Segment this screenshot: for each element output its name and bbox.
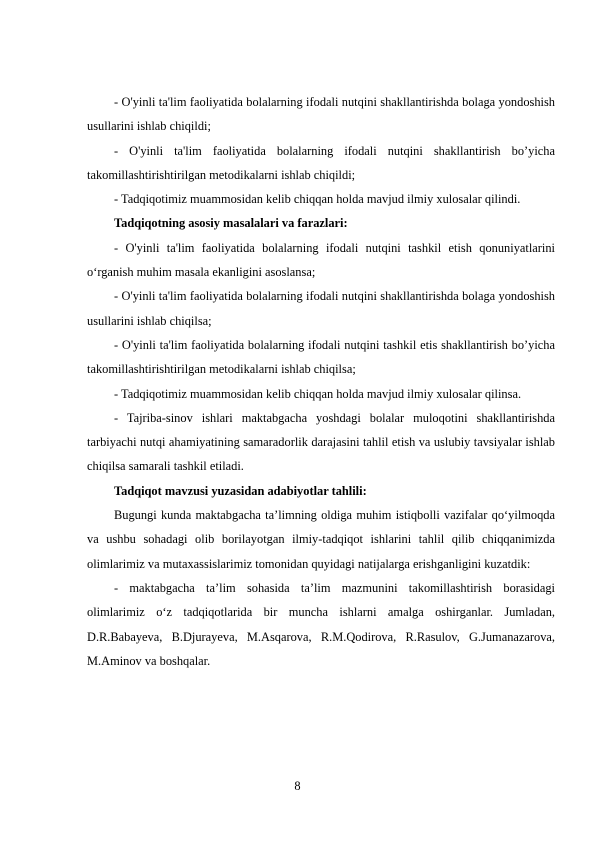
page-number: 8 [294, 779, 301, 793]
paragraph: Bugungi kunda maktabgacha ta’limning oldiga muhim istiqbolli vazifalar qo‘yilmoqda va ushbu sohadagi olib borilayotgan ilmiy-tadqiqot ishlarini tahlil qilib chiqqanimizda olimlarimiz va mutaxassislarimiz tomonidan quyidagi natijalarga erishganligini kuzatdik: [87, 508, 555, 571]
paragraph: - O'yinli ta'lim faoliyatida bolalarning ifodali nutqini tashkil etish qonuniyatlarini o‘rganish muhim masala ekanligini asoslansa; [87, 240, 555, 280]
paragraph: - Tadqiqotimiz muammosidan kelib chiqqan holda mavjud ilmiy xulosalar qilinsa. [114, 386, 522, 401]
paragraph: - Tadqiqotimiz muammosidan kelib chiqqan holda mavjud ilmiy xulosalar qilindi. [114, 192, 521, 207]
paragraph: - O'yinli ta'lim faoliyatida bolalarning ifodali nutqini tashkil etis shakllantirish bo’yicha takomillashtirishtirilgan metodikalarni ishlab chiqilsa; [87, 337, 555, 377]
page-body [87, 90, 555, 673]
paragraph: - O'yinli ta'lim faoliyatida bolalarning ifodali nutqini shakllantirishda bolaga yondoshish usullarini ishlab chiqildi; [87, 95, 555, 134]
section-heading: Tadqiqotning asosiy masalalari va farazlari: [114, 216, 348, 231]
paragraph: - maktabgacha ta’lim sohasida ta’lim mazmunini takomillashtirish borasidagi olimlarimiz o‘z tadqiqotlarida bir muncha ishlarni amalga oshirganlar. Jumladan, D.R.Babayeva, B.Djurayeva, M.Asqarova, R.M.Qodirova, R.Rasulov, G.Jumanazarova, M.Aminov va boshqalar. [87, 580, 555, 668]
paragraph: - O'yinli ta'lim faoliyatida bolalarning ifodali nutqini shakllantirish bo’yicha takomillashtirishtirilgan metodikalarni ishlab chiqildi; [87, 143, 555, 182]
section-heading: Tadqiqot mavzusi yuzasidan adabiyotlar tahlili: [114, 483, 367, 498]
paragraph: - Tajriba-sinov ishlari maktabgacha yoshdagi bolalar muloqotini shakllantirishda tarbiyachi nutqi ahamiyatining samaradorlik darajasini tahlil etish va uslubiy tavsiyalar ishlab chiqilsa samarali tashkil etiladi. [87, 410, 555, 474]
paragraph: - O'yinli ta'lim faoliyatida bolalarning ifodali nutqini shakllantirishda bolaga yondoshish usullarini ishlab chiqilsa; [87, 289, 555, 328]
